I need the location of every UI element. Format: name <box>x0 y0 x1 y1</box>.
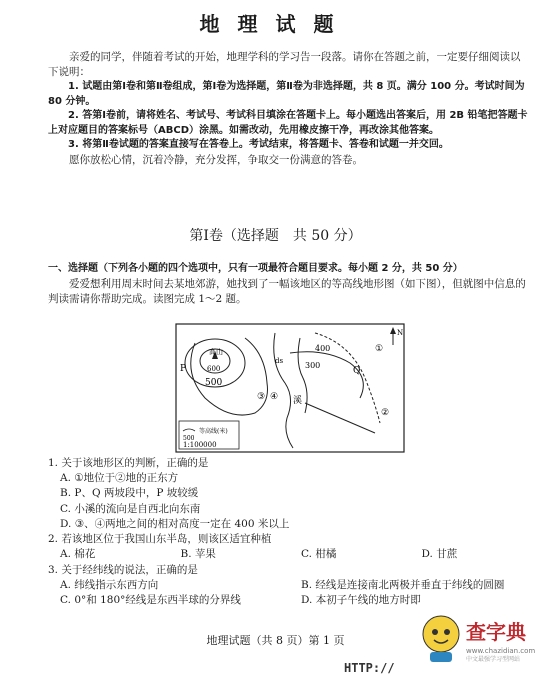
map-label-ds: ds <box>275 357 284 365</box>
q3-option-d: D. 本初子午线的地方时即 <box>301 593 421 606</box>
q3-option-c: C. 0°和 180°经线是东西半球的分界线 <box>60 593 241 606</box>
map-label-p: P <box>180 364 187 374</box>
map-label-500: 500 <box>205 378 223 388</box>
watermark-sub2: 中文最强学习型网站 <box>466 656 521 663</box>
map-scale: 1:100000 <box>183 441 217 449</box>
part1-passage: 爱爱想利用周末时间去某地郊游，她找到了一幅该地区的等高线地形图（如下图），但就图中信息的判读需请你帮助完成。读图完成 1～2 题。 <box>48 277 526 305</box>
mascot-icon <box>418 612 464 664</box>
intro-closing: 愿你放松心情，沉着冷静，充分发挥，争取交一份满意的答卷。 <box>69 153 363 166</box>
watermark-logo <box>418 612 548 674</box>
q1-option-d: D. ③、④两地之间的相对高度一定在 400 米以上 <box>60 517 290 530</box>
q3-stem: 3. 关于经纬线的说法，正确的是 <box>48 563 198 576</box>
q3-option-a: A. 纬线指示东西方向 <box>60 578 159 591</box>
section-title: 第Ⅰ卷（选择题 共 50 分） <box>189 228 362 244</box>
q1-option-a: A. ①地位于②地的正东方 <box>60 472 179 485</box>
contour-map <box>175 323 405 453</box>
map-label-stream: 溪 <box>293 396 303 406</box>
map-north-label: N <box>397 329 404 337</box>
map-label-q: Q <box>353 366 361 376</box>
q3-option-b: B. 经线是连接南北两极并垂直于纬线的圆圈 <box>301 578 505 591</box>
intro-item-2: 2. 答第Ⅰ卷前，请将姓名、考试号、考试科目填涂在答题卡上。每小题选出答案后，用 2B 铅笔把答题卡上对应题目的答案标号（ABCD）涂黑。如需改动，先用橡皮擦干净，再改涂其他答案。 <box>48 110 528 136</box>
q1-stem: 1. 关于该地形区的判断，正确的是 <box>48 457 209 469</box>
watermark-text: 查字典 <box>466 620 526 644</box>
q2-options <box>48 547 530 562</box>
q2-option-b: B. 苹果 <box>180 548 216 561</box>
map-legend-label: 等高线(米) <box>199 428 228 435</box>
part1-heading: 一、选择题（下列各小题的四个选项中，只有一项最符合题目要求。每小题 2 分，共 50 分） <box>48 263 463 274</box>
watermark-url-prefix: HTTP:// <box>344 661 395 675</box>
q2-option-c: C. 柑橘 <box>301 548 337 561</box>
map-label-3: ③ <box>257 392 266 402</box>
map-label-1: ① <box>375 344 384 354</box>
q1-option-c: C. 小溪的流向是自西北向东南 <box>60 502 201 515</box>
q2-stem: 2. 若该地区位于我国山东半岛，则该区适宜种植 <box>48 533 272 546</box>
q2-option-d: D. 甘蔗 <box>421 548 458 561</box>
intro-item-1: 1. 试题由第Ⅰ卷和第Ⅱ卷组成，第Ⅰ卷为选择题，第Ⅱ卷为非选择题，共 8 页。满分 100 分。考试时间为 80 分钟。 <box>48 81 525 107</box>
q3-options-row1 <box>48 578 530 593</box>
intro-greeting: 亲爱的同学，伴随着考试的开始，地理学科的学习告一段落。请你在答题之前，一定要仔细阅读以下说明： <box>48 51 521 79</box>
page-footer: 地理试题（共 8 页）第 1 页 <box>206 634 345 647</box>
q3-options-row2 <box>48 593 530 608</box>
q2-option-a: A. 棉花 <box>60 548 96 561</box>
part1 <box>48 262 530 307</box>
map-legend-value: 500 <box>183 435 195 442</box>
watermark-sub: www.chazidian.com <box>466 647 536 655</box>
map-label-peak-value: 600 <box>207 365 221 373</box>
intro-item-3: 3. 将第Ⅱ卷试题的答案直接写在答卷上。考试结束，将答题卡、答卷和试题一并交回。 <box>68 139 449 151</box>
question-list <box>48 456 530 608</box>
map-label-4: ④ <box>270 392 279 402</box>
q1-option-b: B. P、Q 两坡段中，P 坡较缓 <box>60 487 199 500</box>
instructions <box>48 50 530 168</box>
map-label-2: ② <box>381 408 390 418</box>
map-label-400: 400 <box>315 344 331 353</box>
map-label-peak: 高山 <box>209 348 223 356</box>
page-title: 地理试题 <box>199 12 352 36</box>
map-label-300: 300 <box>305 361 321 370</box>
